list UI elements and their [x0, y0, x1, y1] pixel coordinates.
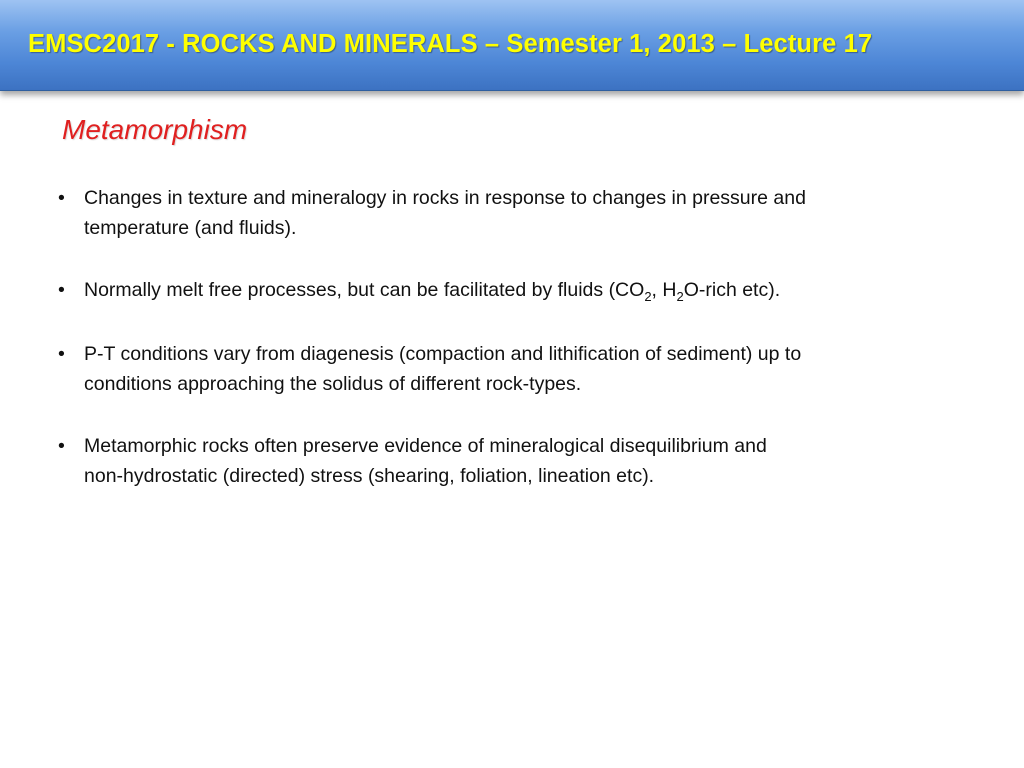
bullet-text-part: Normally melt free processes, but can be facilitated by fluids (CO	[84, 279, 645, 301]
slide-header	[0, 0, 1024, 91]
bullet-item	[58, 183, 988, 243]
bullet-text	[84, 183, 988, 243]
bullet-text	[84, 339, 988, 399]
bullet-line	[84, 279, 781, 304]
bullet-text	[84, 275, 988, 307]
section-title: Metamorphism	[62, 114, 248, 145]
subscript: 2	[644, 289, 652, 304]
bullet-item	[58, 275, 988, 307]
bullet-icon: •	[58, 187, 65, 209]
bullet-text-part: O-rich etc).	[683, 279, 781, 301]
bullet-icon: •	[58, 343, 65, 365]
bullet-list	[58, 183, 988, 523]
bullet-text	[84, 431, 988, 491]
bullet-line: Changes in texture and mineralogy in rocks in response to changes in pressure and	[84, 187, 806, 209]
bullet-line: conditions approaching the solidus of different rock-types.	[84, 373, 582, 395]
subscript: 2	[676, 289, 684, 304]
bullet-line: temperature (and fluids).	[84, 217, 297, 239]
bullet-line: Metamorphic rocks often preserve evidence of mineralogical disequilibrium and	[84, 435, 767, 457]
bullet-line: non-hydrostatic (directed) stress (shearing, foliation, lineation etc).	[84, 465, 655, 487]
bullet-icon: •	[58, 279, 65, 301]
bullet-line: P-T conditions vary from diagenesis (compaction and lithification of sediment) up to	[84, 343, 802, 365]
bullet-text-part: , H	[651, 279, 677, 301]
slide-header-title: EMSC2017 - ROCKS AND MINERALS – Semester 1, 2013 – Lecture 17	[28, 30, 873, 58]
bullet-item	[58, 431, 988, 491]
bullet-item	[58, 339, 988, 399]
bullet-icon: •	[58, 435, 65, 457]
